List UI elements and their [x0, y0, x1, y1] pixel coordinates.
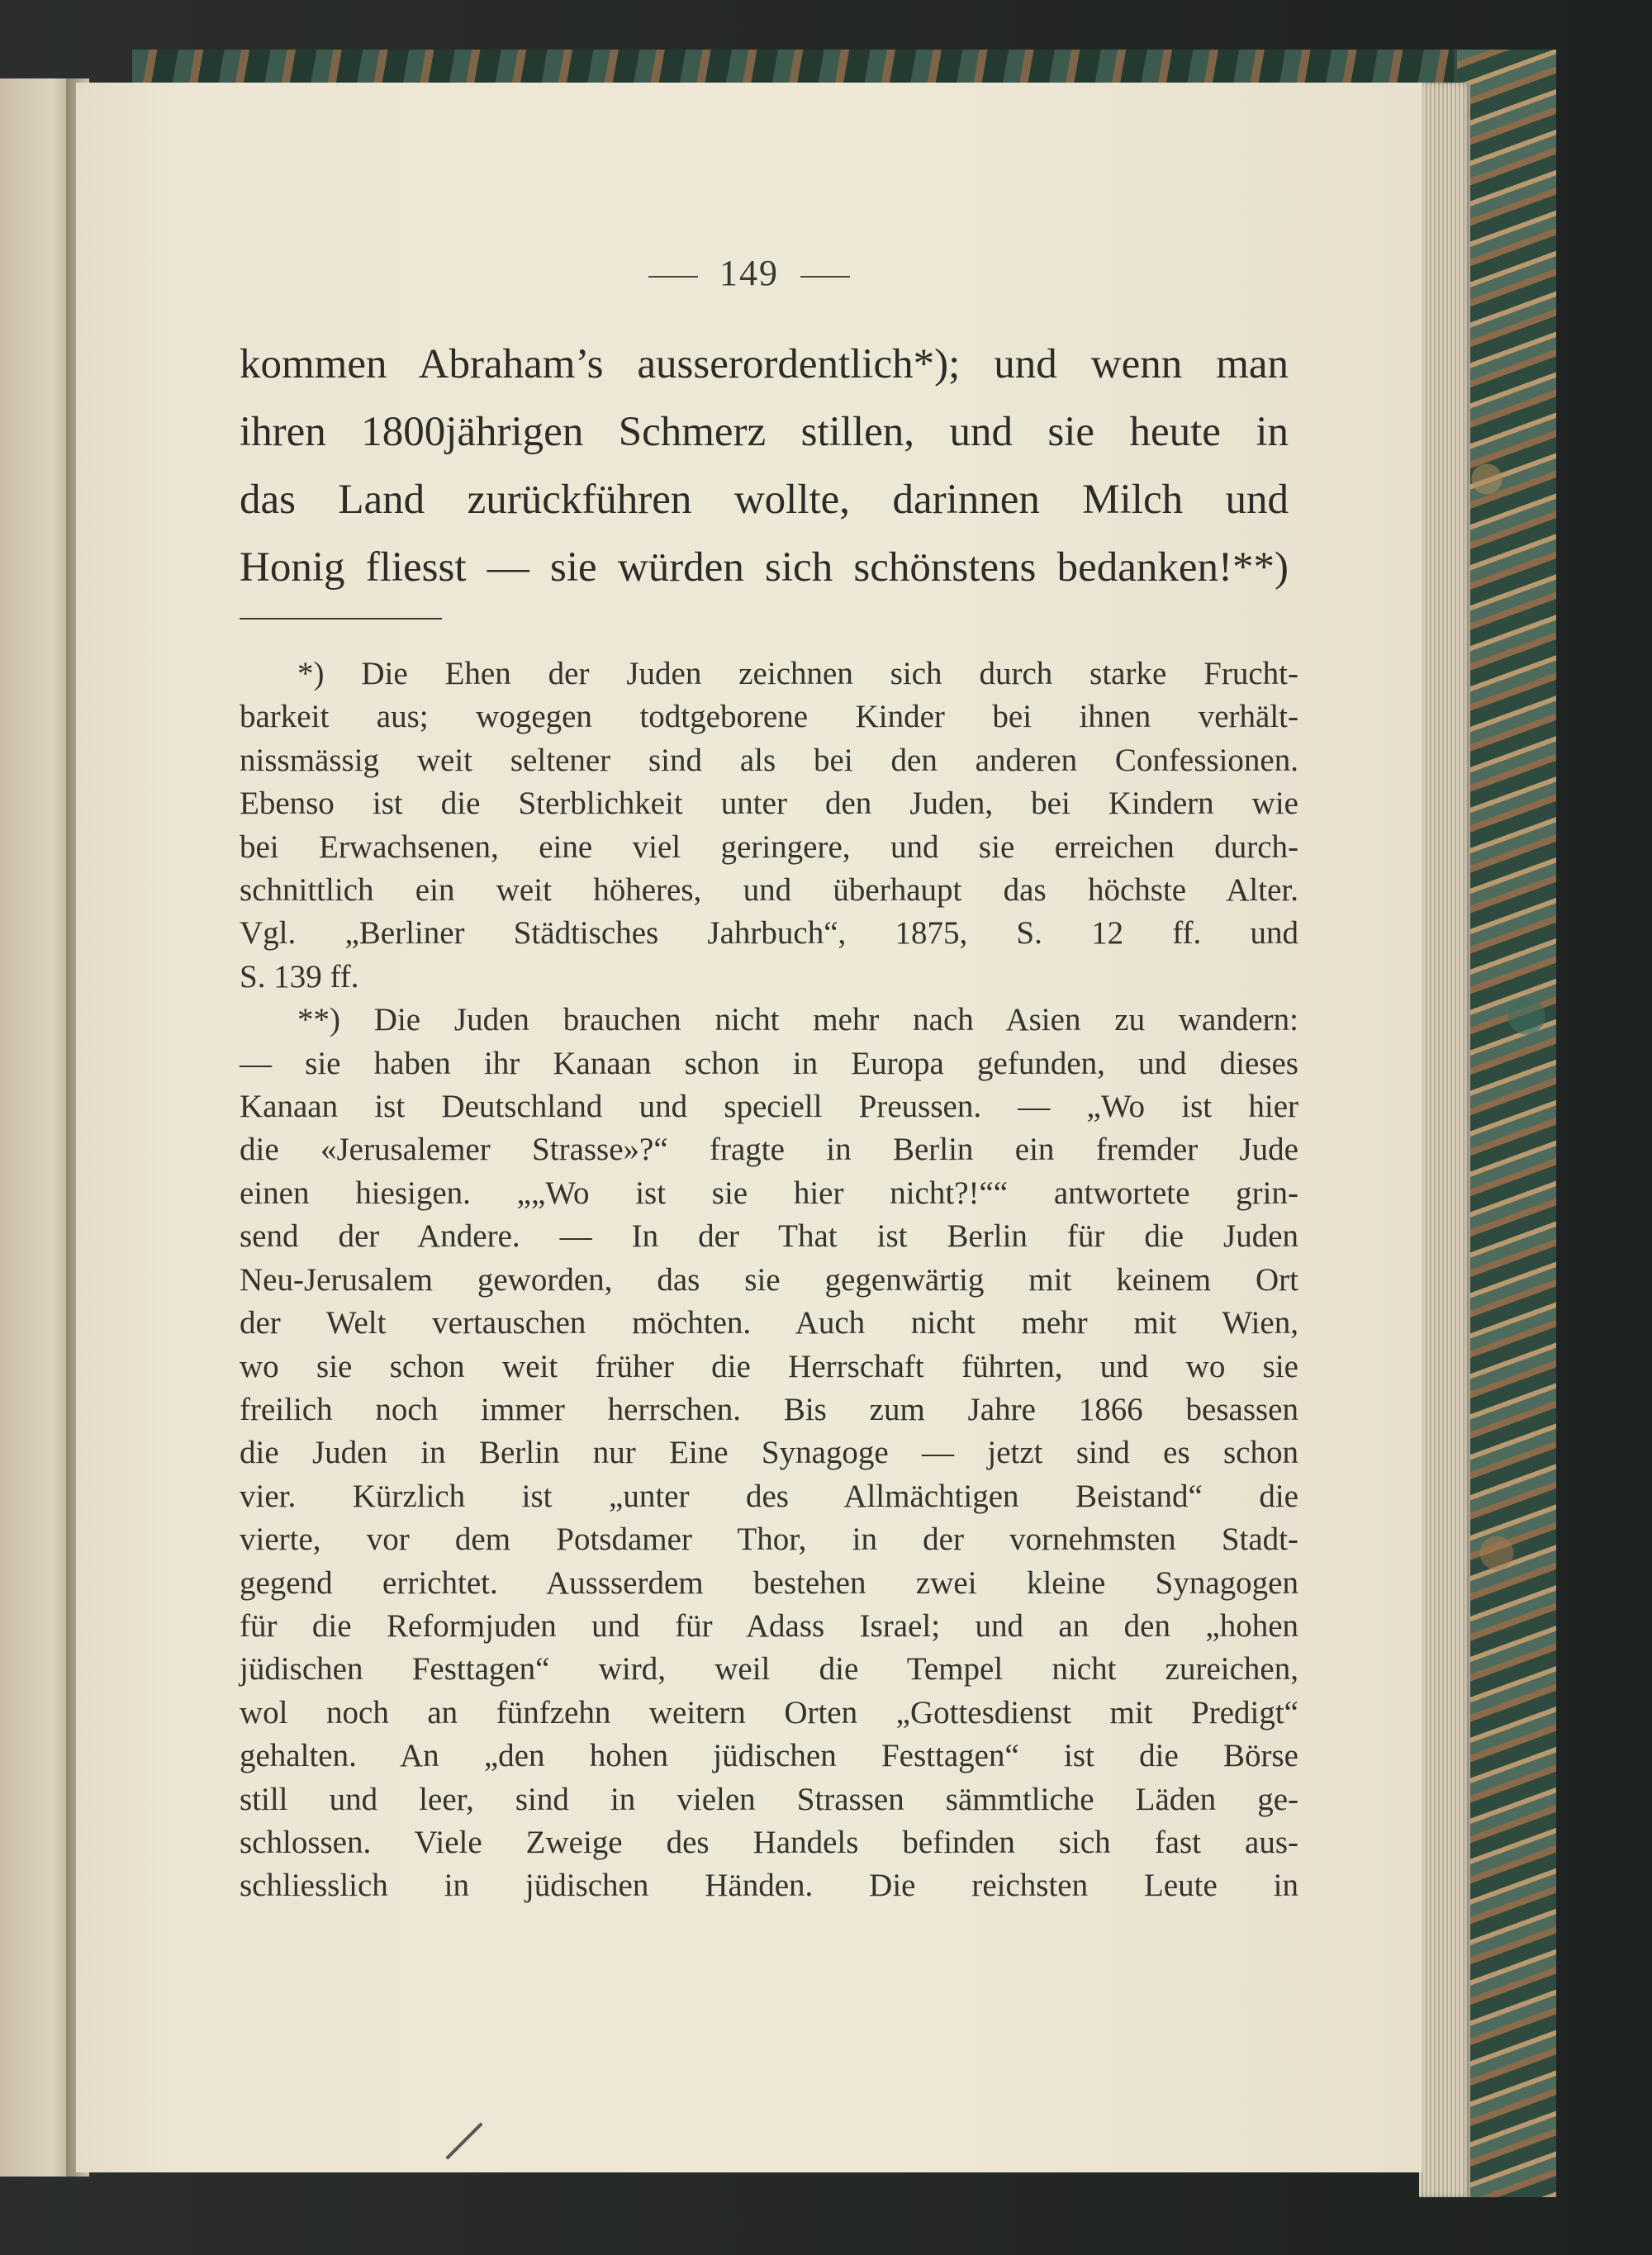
footnote-line: die Juden in Berlin nur Eine Synagoge — jetzt sind es schon	[240, 1435, 1298, 1471]
footnote-line: send der Andere. — In der That ist Berlin für die Juden	[240, 1218, 1298, 1255]
footnote-line: schliesslich in jüdischen Händen. Die reichsten Leute in	[240, 1868, 1298, 1904]
footnote-2	[240, 999, 1298, 1908]
footnote-line: jüdischen Festtagen“ wird, weil die Tempel nicht zureichen,	[240, 1651, 1298, 1688]
footnote-line: Vgl. „Berliner Städtisches Jahrbuch“, 1875, S. 12 ff. und	[240, 915, 1298, 952]
footnote-separator	[240, 618, 442, 620]
footnote-1	[240, 653, 1298, 999]
footnote-line: freilich noch immer herrschen. Bis zum Jahre 1866 besassen	[240, 1391, 1298, 1427]
footnote-line: wol noch an fünfzehn weitern Orten „Gottesdienst mit Predigt“	[240, 1694, 1298, 1730]
footnote-line: gehalten. An „den hohen jüdischen Festtagen“ ist die Börse	[240, 1738, 1298, 1774]
facing-page-edge	[0, 78, 74, 2177]
footnote-line: barkeit aus; wogegen todtgeborene Kinder bei ihnen verhält-	[240, 699, 1298, 735]
footnote-line: — sie haben ihr Kanaan schon in Europa gefunden, und dieses	[240, 1045, 1298, 1081]
main-text-line: Honig fliesst — sie würden sich schönstens bedanken!**)	[240, 544, 1289, 591]
footnote-line: gegend errichtet. Aussserdem bestehen zwei kleine Synagogen	[240, 1564, 1298, 1601]
pencil-mark	[445, 2122, 482, 2159]
footnote-line: für die Reformjuden und für Adass Israel; und an den „hohen	[240, 1607, 1298, 1644]
footnote-line: wo sie schon weit früher die Herrschaft führten, und wo sie	[240, 1348, 1298, 1384]
footnote-line: einen hiesigen. „„Wo ist sie hier nicht?!““ antwortete grin-	[240, 1175, 1298, 1211]
footnote-line: still und leer, sind in vielen Strassen sämmtliche Läden ge-	[240, 1781, 1298, 1817]
footnote-line: schlossen. Viele Zweige des Handels befinden sich fast aus-	[240, 1824, 1298, 1860]
footnote-line: nissmässig weit seltener sind als bei den anderen Confessionen.	[240, 742, 1298, 778]
footnote-line: vierte, vor dem Potsdamer Thor, in der vornehmsten Stadt-	[240, 1522, 1298, 1558]
page-header	[76, 252, 1422, 294]
page-block-edge	[1419, 83, 1470, 2197]
footnote-line: Neu-Jerusalem geworden, das sie gegenwärtig mit keinem Ort	[240, 1261, 1298, 1298]
footnote-line: der Welt vertauschen möchten. Auch nicht mehr mit Wien,	[240, 1305, 1298, 1341]
header-dash-right	[800, 276, 850, 278]
book-page	[76, 83, 1422, 2172]
footnote-line: **) Die Juden brauchen nicht mehr nach Asien zu wandern:	[297, 1002, 1298, 1038]
header-dash-left	[648, 276, 698, 278]
main-text-line: kommen Abraham’s ausserordentlich*); und wenn man	[240, 341, 1289, 387]
page-number: 149	[719, 253, 779, 293]
book-cover-top-edge	[132, 50, 1553, 83]
main-text-block	[240, 330, 1289, 601]
footnote-line: die «Jerusalemer Strasse»?“ fragte in Berlin ein fremder Jude	[240, 1132, 1298, 1168]
footnote-line: schnittlich ein weit höheres, und überhaupt das höchste Alter.	[240, 872, 1298, 909]
footnote-line: S. 139 ff.	[240, 958, 359, 995]
main-text-line: ihren 1800jährigen Schmerz stillen, und sie heute in	[240, 409, 1289, 455]
footnote-line: vier. Kürzlich ist „unter des Allmächtigen Beistand“ die	[240, 1478, 1298, 1514]
footnote-line: bei Erwachsenen, eine viel geringere, und sie erreichen durch-	[240, 828, 1298, 865]
footnotes-block	[240, 653, 1298, 1908]
footnote-line: Ebenso ist die Sterblichkeit unter den Juden, bei Kindern wie	[240, 786, 1298, 822]
footnote-line: Kanaan ist Deutschland und speciell Preussen. — „Wo ist hier	[240, 1089, 1298, 1125]
main-text-line: das Land zurückführen wollte, darinnen Milch und	[240, 477, 1289, 523]
footnote-line: *) Die Ehen der Juden zeichnen sich durch starke Frucht-	[297, 656, 1298, 691]
